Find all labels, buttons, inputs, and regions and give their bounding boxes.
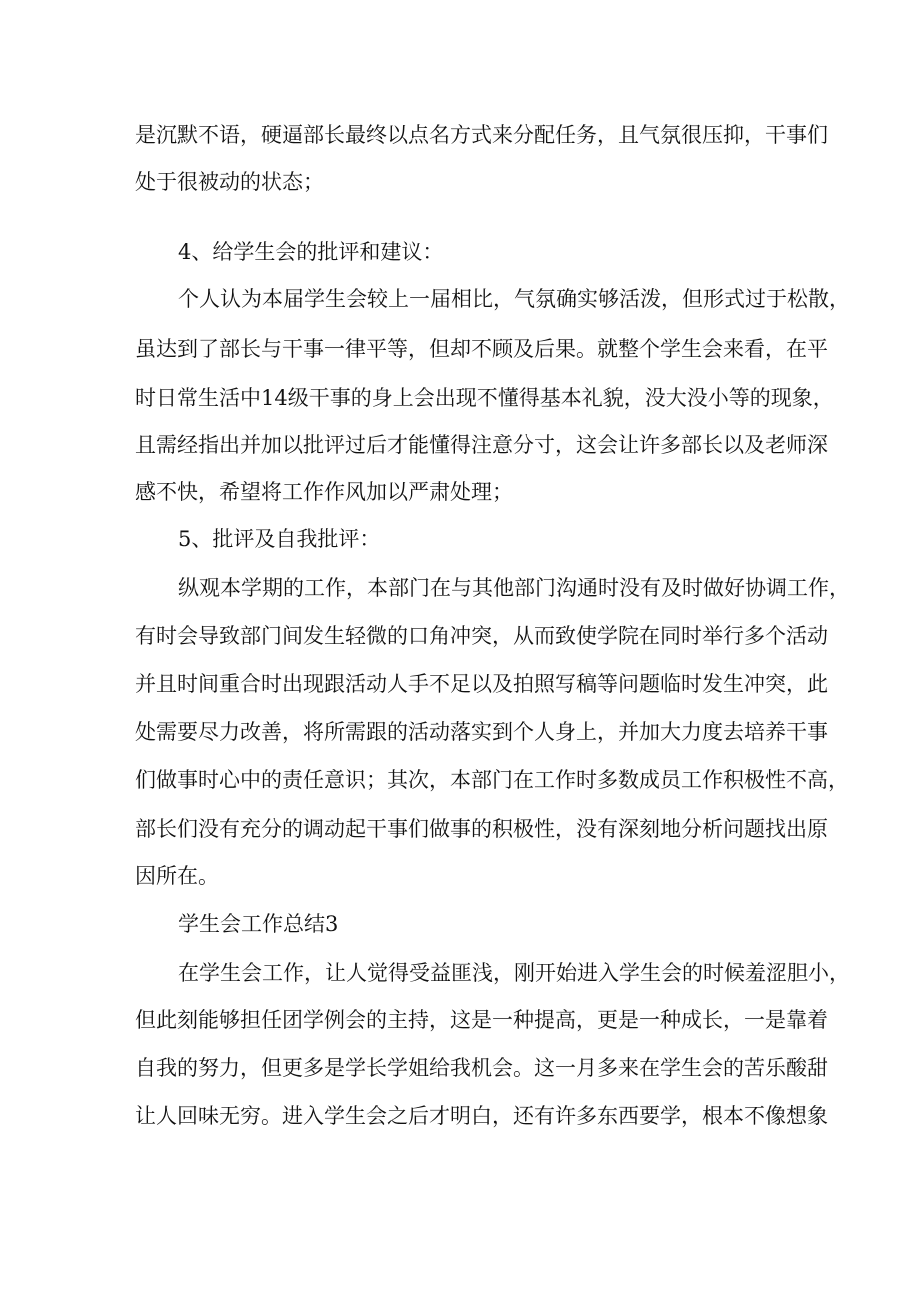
text-line: 自我的努力，但更多是学长学姐给我机会。这一月多来在学生会的苦乐酸甜 <box>135 1056 828 1080</box>
text-line: 感不快，希望将工作作风加以严肃处理； <box>135 480 513 504</box>
text-line: 因所在。 <box>135 864 219 888</box>
text-line: 个人认为本届学生会较上一届相比，气氛确实够活泼，但形式过于松散， <box>178 287 850 311</box>
section-heading: 4、给学生会的批评和建议： <box>178 240 444 264</box>
text-line: 部长们没有充分的调动起干事们做事的积极性，没有深刻地分析问题找出原 <box>135 817 828 841</box>
text-line: 处于很被动的状态； <box>135 170 324 194</box>
text-line: 有时会导致部门间发生轻微的口角冲突，从而致使学院在同时举行多个活动 <box>135 624 828 648</box>
text-line: 并且时间重合时出现跟活动人手不足以及拍照写稿等问题临时发生冲突，此 <box>135 672 828 696</box>
text-line: 但此刻能够担任团学例会的主持，这是一种提高，更是一种成长，一是靠着 <box>135 1008 828 1032</box>
text-line: 让人回味无穷。进入学生会之后才明白，还有许多东西要学，根本不像想象 <box>135 1104 828 1128</box>
text-line: 处需要尽力改善，将所需跟的活动落实到个人身上，并加大力度去培养干事 <box>135 720 828 744</box>
text-line: 且需经指出并加以批评过后才能懂得注意分寸，这会让许多部长以及老师深 <box>135 433 828 457</box>
text-line: 在学生会工作，让人觉得受益匪浅，刚开始进入学生会的时候羞涩胆小， <box>178 961 850 985</box>
section-heading: 5、批评及自我批评： <box>178 527 381 551</box>
text-line: 们做事时心中的责任意识；其次，本部门在工作时多数成员工作积极性不高， <box>135 768 849 792</box>
text-line: 是沉默不语，硬逼部长最终以点名方式来分配任务，且气氛很压抑，干事们 <box>135 123 828 147</box>
text-line: 时日常生活中14级干事的身上会出现不懂得基本礼貌，没大没小等的现象， <box>135 386 834 410</box>
text-line: 纵观本学期的工作，本部门在与其他部门沟通时没有及时做好协调工作， <box>178 576 850 600</box>
text-line: 虽达到了部长与干事一律平等，但却不顾及后果。就整个学生会来看，在平 <box>135 337 828 361</box>
section-heading: 学生会工作总结3 <box>178 912 339 936</box>
